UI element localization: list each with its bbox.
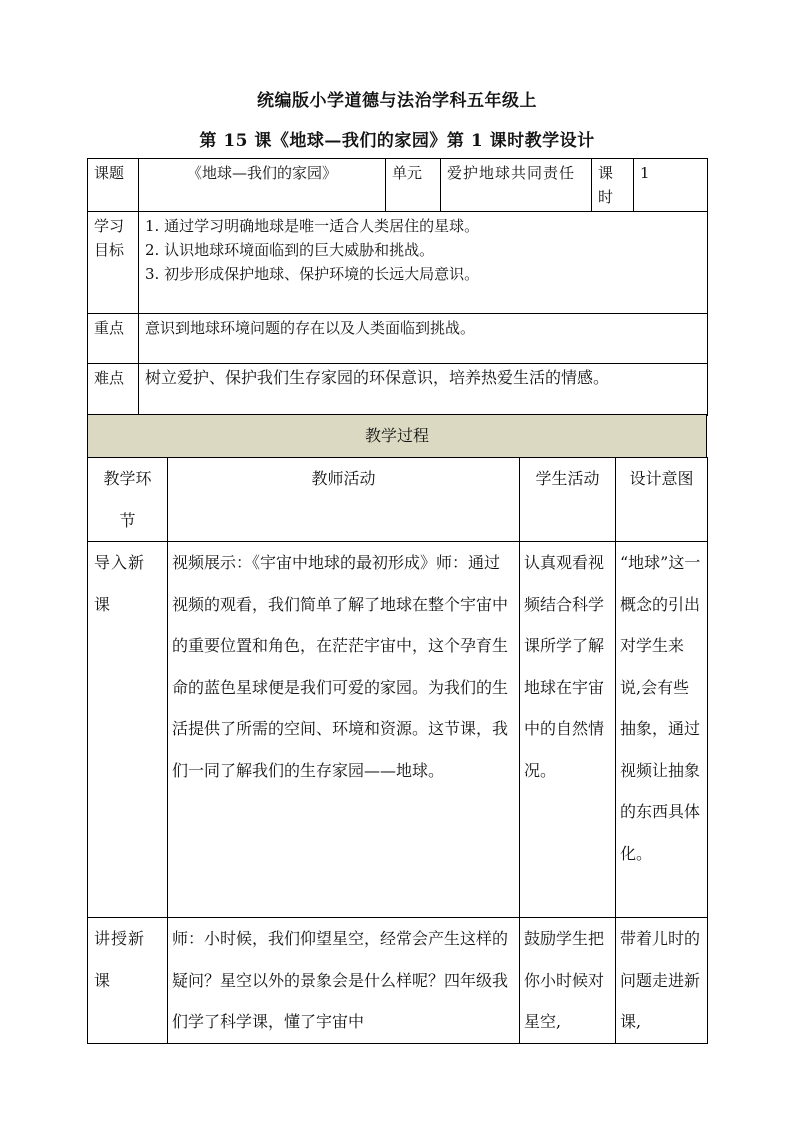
period-label: 课时 xyxy=(592,159,634,212)
unit-value: 爱护地球共同责任 xyxy=(441,159,592,212)
key-point-value: 意识到地球环境问题的存在以及人类面临到挑战。 xyxy=(139,314,708,364)
difficulty-value: 树立爱护、保护我们生存家园的环保意识，培养热爱生活的情感。 xyxy=(139,364,708,416)
objectives-list xyxy=(139,212,708,314)
objective-item: 1. 通过学习明确地球是唯一适合人类居住的星球。 xyxy=(145,217,480,235)
stage-cell: 讲授新课 xyxy=(88,918,168,1044)
topic-value: 《地球—我们的家园》 xyxy=(139,159,386,212)
topic-label: 课题 xyxy=(88,159,139,212)
student-activity-header: 学生活动 xyxy=(520,458,616,542)
lesson-title: 第 15 课《地球—我们的家园》第 1 课时教学设计 xyxy=(199,131,595,151)
unit-label: 单元 xyxy=(386,159,441,212)
design-intent-cell: “地球”这一概念的引出对学生来说,会有些抽象，通过视频让抽象的东西具体化。 xyxy=(616,542,708,918)
table-row xyxy=(88,542,708,918)
teacher-activity-cell: 师：小时候，我们仰望星空，经常会产生这样的疑问？星空以外的景象会是什么样呢？四年级我们学了科学课，懂了宇宙中 xyxy=(168,918,520,1044)
objectives-label: 学习目标 xyxy=(88,212,139,314)
document-title: 统编版小学道德与法治学科五年级上 xyxy=(257,91,537,111)
student-activity-cell: 认真观看视频结合科学课所学了解地球在宇宙中的自然情况。 xyxy=(520,542,616,918)
objective-item: 3. 初步形成保护地球、保护环境的长远大局意识。 xyxy=(145,265,480,283)
design-intent-cell: 带着儿时的问题走进新课, xyxy=(616,918,708,1044)
teaching-process-table xyxy=(87,457,708,1044)
stage-header: 教学环节 xyxy=(88,458,168,542)
lesson-info-table xyxy=(87,158,708,416)
stage-cell: 导入新课 xyxy=(88,542,168,918)
teacher-activity-cell: 视频展示：《宇宙中地球的最初形成》师：通过视频的观看，我们简单了解了地球在整个宇宙中的重要位置和角色，在茫茫宇宙中，这个孕育生命的蓝色星球便是我们可爱的家园。为我们的生活提供了所需的空间、环境和资源。这节课，我们一同了解我们的生存家园——地球。 xyxy=(168,542,520,918)
table-row xyxy=(88,918,708,1044)
objective-item: 2. 认识地球环境面临到的巨大威胁和挑战。 xyxy=(145,241,435,259)
student-activity-cell: 鼓励学生把你小时候对星空, xyxy=(520,918,616,1044)
teacher-activity-header: 教师活动 xyxy=(168,458,520,542)
process-band-title: 教学过程 xyxy=(87,414,707,458)
difficulty-label: 难点 xyxy=(88,364,139,416)
period-value: 1 xyxy=(634,159,708,212)
design-intent-header: 设计意图 xyxy=(616,458,708,542)
key-point-label: 重点 xyxy=(88,314,139,364)
